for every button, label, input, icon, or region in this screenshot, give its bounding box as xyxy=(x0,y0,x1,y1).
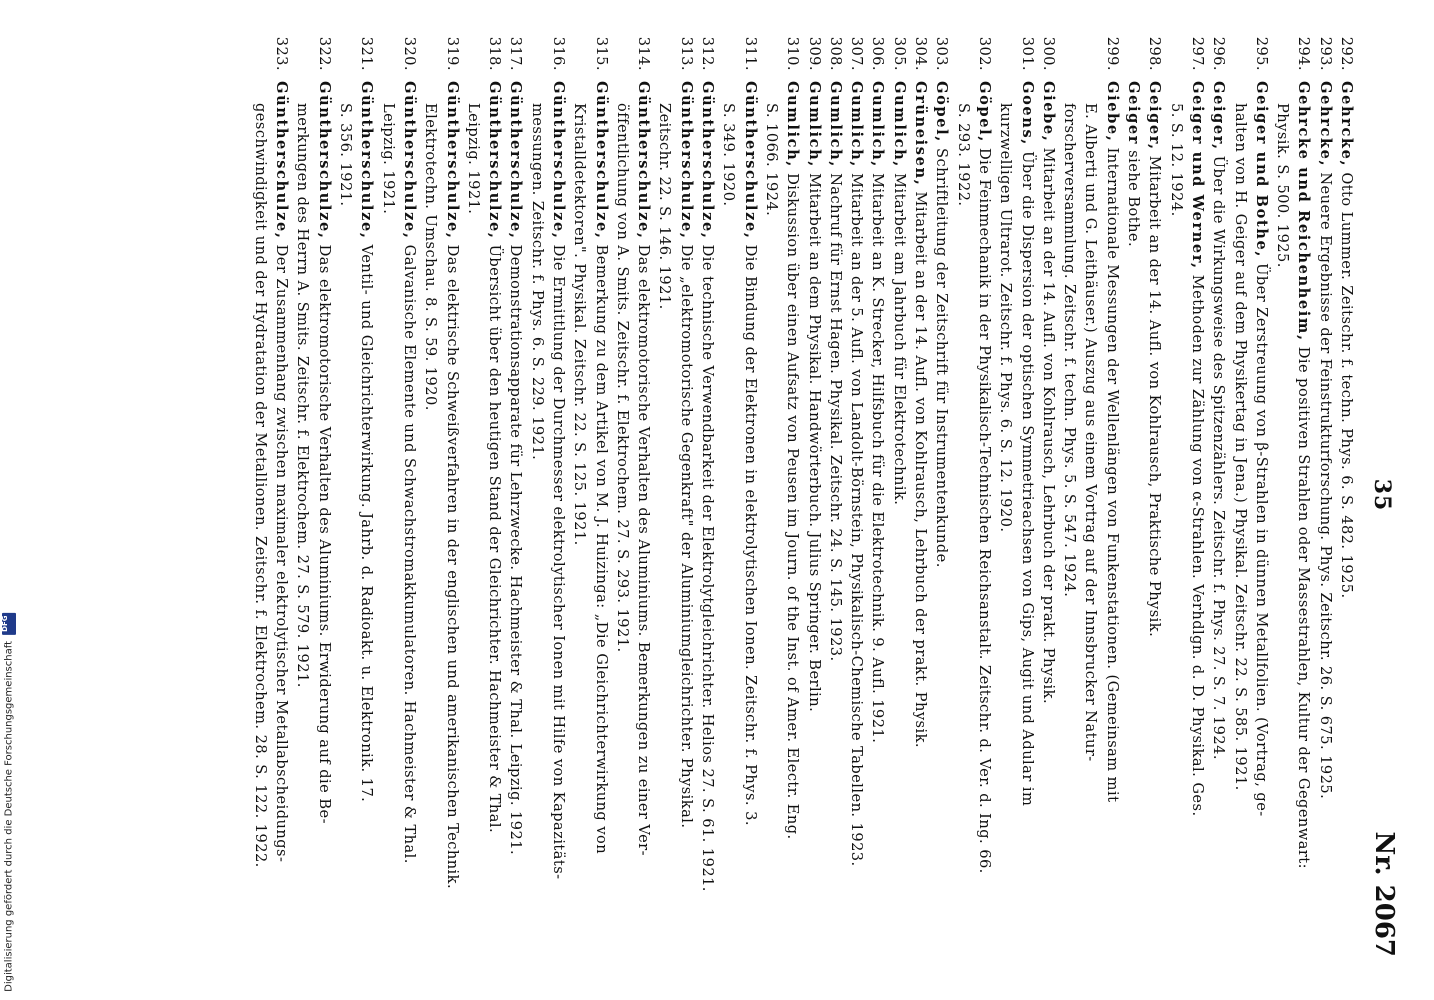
entry-author: Geiger und Bothe, xyxy=(1252,81,1270,259)
entry-author: Gumlich, xyxy=(805,81,823,168)
entry-line xyxy=(1101,81,1122,955)
entry-line xyxy=(1208,81,1229,955)
entry-line xyxy=(335,81,356,955)
entry-author: Güntherschulze, xyxy=(635,81,653,240)
entry-line xyxy=(313,81,334,955)
entry-author: Güntherschulze, xyxy=(550,81,568,240)
rotated-page xyxy=(155,25,1399,965)
bibliography-entry xyxy=(377,25,420,955)
entry-line xyxy=(718,81,739,955)
entry-line xyxy=(441,81,462,955)
entry-number: 303. xyxy=(933,36,951,71)
entry-text xyxy=(505,81,526,955)
entry-number: 315. xyxy=(592,36,610,71)
entry-line-text: E. Alberti und G. Leithäuser.) Auszug aus einem Vortrag auf der Innsbrucker Natur- xyxy=(1082,103,1100,762)
entry-number: 306. xyxy=(869,36,887,71)
entry-line-text: Nachruf für Ernst Hagen. Physikal. Zeitschr. 24. S. 145. 1923. xyxy=(826,173,844,662)
entry-text xyxy=(654,81,697,955)
entry-author: Güntherschulze, xyxy=(699,81,717,240)
entry-line xyxy=(931,81,952,955)
entry-number: 299. xyxy=(1103,36,1121,71)
entry-line xyxy=(292,81,313,955)
entry-line-text: Neuere Ergebnisse der Feinstrukturforschung. Phys. Zeitschr. 26. S. 675. 1925. xyxy=(1316,172,1334,800)
entry-author: Güntherschulze, xyxy=(486,81,504,240)
bibliography-entry xyxy=(1208,25,1229,955)
entry-line xyxy=(1016,81,1037,955)
entry-number: 318. xyxy=(486,36,504,71)
entry-line-text: Galvanische Elemente und Schwachstromakkumulatoren. Hachmeister & Thal. xyxy=(400,244,418,864)
bibliography-entry xyxy=(1272,25,1315,955)
entry-line xyxy=(250,81,271,955)
entry-line-text: Mitarbeit an der 14. Aufl. von Kohlrausch, Lehrbuch der prakt. Physik. xyxy=(1039,147,1057,705)
entry-line-text: Diskussion über einen Aufsatz von Peusen im Journ. of the Inst. of Amer. Electr. Eng. xyxy=(784,173,802,840)
bibliography-list xyxy=(250,25,1357,955)
entry-line xyxy=(867,81,888,955)
entry-text xyxy=(846,81,867,955)
entry-line xyxy=(782,81,803,955)
entry-line xyxy=(377,81,398,955)
entry-line-text: Die Ermittlung der Durchmesser elektrolytischer Ionen mit Hilfe von Kapazitäts- xyxy=(550,244,568,880)
entry-number: 312. xyxy=(699,36,717,71)
entry-text xyxy=(1144,81,1165,955)
entry-line-text: Über die Dispersion der optischen Symmetrieachsen von Gips, Augit und Adular im xyxy=(1018,151,1036,807)
bibliography-entry xyxy=(910,25,931,955)
bibliography-entry xyxy=(1144,25,1165,955)
entry-line-text: Mitarbeit am Jahrbuch für Elektrotechnik. xyxy=(890,173,908,506)
entry-line xyxy=(1144,81,1165,955)
entry-line-text: Mitarbeit an der 5. Aufl. von Landolt-Börnstein, Physikalisch-Chemische Tabellen. 1923. xyxy=(848,173,866,867)
entry-text xyxy=(718,81,761,955)
entry-author: Geiger xyxy=(1125,81,1143,146)
entry-text xyxy=(377,81,420,955)
bibliography-entry xyxy=(1059,25,1123,955)
entry-line-text: Über Zerstreuung von β-Strahlen in dünnen Metallfolien. (Vortrag, ge- xyxy=(1252,263,1270,817)
entry-number: 323. xyxy=(273,36,291,71)
entry-text xyxy=(1123,81,1144,955)
entry-line xyxy=(803,81,824,955)
entry-line xyxy=(356,81,377,955)
entry-line xyxy=(484,81,505,955)
entry-text xyxy=(569,81,612,955)
entry-line-text: merkungen des Herrn A. Smits. Zeitschr. f. Elektrochem. 27. S. 579. 1921. xyxy=(294,103,312,688)
entry-number: 321. xyxy=(358,36,376,71)
entry-line-text: Mitarbeit an der 14. Aufl. von Kohlrausch, Lehrbuch der prakt. Physik. xyxy=(912,191,930,748)
bibliography-entry xyxy=(335,25,378,955)
bibliography-entry xyxy=(1123,25,1144,955)
entry-line xyxy=(739,81,760,955)
entry-line-text: messungen. Zeitschr. f. Phys. 6. S. 229. 1921. xyxy=(528,103,546,461)
entry-line xyxy=(1293,81,1314,955)
entry-line xyxy=(1187,81,1208,955)
entry-line xyxy=(654,81,675,955)
entry-line xyxy=(1123,81,1144,955)
entry-line xyxy=(463,81,484,955)
entry-text xyxy=(335,81,378,955)
entry-line xyxy=(548,81,569,955)
bibliography-entry xyxy=(1314,25,1335,955)
entry-line-text: Die positiven Strahlen oder Massestrahlen, Kultur der Gegenwart: xyxy=(1295,346,1313,869)
entry-text xyxy=(1229,81,1272,955)
entry-line-text: Demonstrationsapparate für Lehrzwecke. Hachmeister & Thal. Leipzig. 1921. xyxy=(507,244,525,856)
entry-line-text: Die Feinmechanik in der Physikalisch-Technischen Reichsanstalt. Zeitschr. d. Ver. d. Ing. 66. xyxy=(975,148,993,874)
entry-line-text: Leipzig. 1921. xyxy=(379,103,397,215)
bibliography-entry xyxy=(867,25,888,955)
entry-text xyxy=(463,81,506,955)
entry-author: Güntherschulze, xyxy=(507,81,525,240)
entry-line xyxy=(910,81,931,955)
bibliography-entry xyxy=(697,25,718,955)
entry-number: 301. xyxy=(1018,36,1036,71)
entry-line-text: Elektrotechn. Umschau. 8. S. 59. 1920. xyxy=(422,103,440,411)
entry-line-text: 5. S. 12. 1924. xyxy=(1167,103,1185,217)
entry-number: 300. xyxy=(1039,36,1057,71)
bibliography-entry xyxy=(420,25,463,955)
bibliography-entry xyxy=(526,25,569,955)
entry-text xyxy=(931,81,952,955)
entry-line-text: Die Bindung der Elektronen in elektrolytischen Ionen. Zeitschr. f. Phys. 3. xyxy=(741,244,759,826)
entry-author: Güntherschulze, xyxy=(741,81,759,240)
entry-line-text: Ventil- und Gleichrichterwirkung. Jahrb. d. Radioakt. u. Elektronik. 17. xyxy=(358,244,376,803)
entry-author: Güntherschulze, xyxy=(677,81,695,240)
entry-number: 295. xyxy=(1252,36,1270,71)
bibliography-entry xyxy=(846,25,867,955)
entry-line xyxy=(590,81,611,955)
entry-author: Gumlich, xyxy=(848,81,866,168)
entry-line-text: Zeitschr. 22. S. 146. 1921. xyxy=(656,103,674,310)
entry-line xyxy=(1080,81,1101,955)
entry-line-text: öffentlichung von A. Smits. Zeitschr. f. Elektrochem. 27. S. 293. 1921. xyxy=(613,103,631,653)
entry-text xyxy=(292,81,335,955)
entry-text xyxy=(1038,81,1059,955)
entry-text xyxy=(250,81,293,955)
bibliography-entry xyxy=(1229,25,1272,955)
entry-text xyxy=(612,81,655,955)
entry-line xyxy=(952,81,973,955)
bibliography-entry xyxy=(569,25,612,955)
entry-line xyxy=(1038,81,1059,955)
entry-line xyxy=(974,81,995,955)
entry-line-text: Übersicht über den heutigen Stand der Gleichrichter. Hachmeister & Thal. xyxy=(486,244,504,834)
entry-line-text: Der Zusammenhang zwischen maximaler elektrolytischer Metallabscheidungs- xyxy=(273,244,291,863)
entry-line-text: Mitarbeit an der 14. Aufl. von Kohlrausch, Praktische Physik. xyxy=(1146,155,1164,638)
entry-line-text: kurzwelligen Ultrarot. Zeitschr. f. Phys. 6. S. 12. 1920. xyxy=(997,103,1015,533)
entry-author: Güntherschulze, xyxy=(443,81,461,240)
entry-line xyxy=(420,81,441,955)
entry-text xyxy=(825,81,846,955)
bibliography-entry xyxy=(888,25,909,955)
entry-line-text: Mitarbeit an dem Physikal. Handwörterbuch. Julius Springer. Berlin. xyxy=(805,173,823,713)
bibliography-entry xyxy=(612,25,655,955)
entry-author: Güntherschulze, xyxy=(592,81,610,240)
entry-number xyxy=(1123,25,1144,81)
entry-number: 305. xyxy=(890,36,908,71)
entry-text xyxy=(1336,81,1357,955)
entry-number: 309. xyxy=(805,36,823,71)
entry-line-text: Internationale Messungen der Wellenlängen von Funkenstationen. (Gemeinsam mit xyxy=(1103,147,1121,803)
entry-number: 296. xyxy=(1210,36,1228,71)
entry-number: 293. xyxy=(1316,36,1334,71)
dfg-footer xyxy=(2,613,16,992)
entry-text xyxy=(1059,81,1123,955)
bibliography-entry xyxy=(761,25,804,955)
entry-line xyxy=(1336,81,1357,955)
entry-line-text: S. 356. 1921. xyxy=(337,103,355,207)
bibliography-entry xyxy=(250,25,293,955)
entry-author: Goens, xyxy=(1018,81,1036,146)
entry-line xyxy=(888,81,909,955)
entry-author: Gehrcke und Reichenheim, xyxy=(1295,81,1313,342)
entry-text xyxy=(1314,81,1335,955)
entry-line-text: S. 1066. 1924. xyxy=(762,103,780,217)
entry-line xyxy=(995,81,1016,955)
dfg-footer-text: Digitalisierung gefördert durch die Deutsche Forschungsgemeinschaft xyxy=(3,641,15,992)
bibliography-entry xyxy=(654,25,697,955)
entry-line xyxy=(846,81,867,955)
bibliography-entry xyxy=(463,25,506,955)
bibliography-entry xyxy=(292,25,335,955)
entry-number: 314. xyxy=(635,36,653,71)
entry-line-text: Physik. S. 500. 1925. xyxy=(1274,103,1292,268)
entry-line-text: S. 293. 1922. xyxy=(954,103,972,207)
document-page xyxy=(155,25,1399,965)
entry-number: 302. xyxy=(975,36,993,71)
bibliography-entry xyxy=(825,25,846,955)
entry-line-text: Bemerkung zu dem Artikel von M. J. Huizinga: „Die Gleichrichterwirkung von xyxy=(592,244,610,855)
entry-line xyxy=(676,81,697,955)
entry-text xyxy=(910,81,931,955)
entry-line xyxy=(1272,81,1293,955)
bibliography-entry xyxy=(995,25,1038,955)
entry-line xyxy=(1314,81,1335,955)
entry-line xyxy=(633,81,654,955)
entry-line-text: Das elektrische Schweißverfahren in der englischen und amerikanischen Technik. xyxy=(443,244,461,890)
entry-line xyxy=(569,81,590,955)
entry-line-text: geschwindigkeit und der Hydratation der Metallionen. Zeitschr. f. Elektrochem. 28. S. 122. 1922. xyxy=(251,103,269,868)
entry-author: Güntherschulze, xyxy=(315,81,333,240)
entry-line-text: Leipzig. 1921. xyxy=(464,103,482,215)
bibliography-entry xyxy=(803,25,824,955)
issue-number: Nr. 2067 xyxy=(1369,831,1399,957)
entry-line-text: Über die Wirkungsweise des Spitzenzählers. Zeitschr. f. Phys. 27. S. 7. 1924. xyxy=(1210,155,1228,760)
entry-author: Gumlich, xyxy=(890,81,908,168)
entry-text xyxy=(1208,81,1229,955)
entry-line-text: Otto Lummer. Zeitschr. f. techn. Phys. 6. S. 482. 1925. xyxy=(1338,172,1355,599)
entry-number: 307. xyxy=(848,36,866,71)
entry-line xyxy=(1059,81,1080,955)
entry-line-text: Die „elektromotorische Gegenkraft" der Aluminiumgleichrichter. Physikal. xyxy=(677,244,695,829)
entry-line xyxy=(1165,81,1186,955)
entry-line xyxy=(761,81,782,955)
entry-author: Güntherschulze, xyxy=(358,81,376,240)
entry-number: 292. xyxy=(1338,36,1355,71)
entry-number: 313. xyxy=(677,36,695,71)
entry-line xyxy=(526,81,547,955)
entry-number: 316. xyxy=(550,36,568,71)
entry-text xyxy=(803,81,824,955)
dfg-logo-icon: DFG xyxy=(2,613,16,635)
entry-line-text: halten von H. Geiger auf dem Physikertag in Jena.) Physikal. Zeitschr. 22. S. 585. 1921. xyxy=(1231,103,1249,791)
entry-number: 319. xyxy=(443,36,461,71)
entry-author: Geiger, xyxy=(1146,81,1164,151)
entry-line xyxy=(271,81,292,955)
entry-line-text: Das elektromotorische Verhalten des Aluminiums. Erwiderung auf die Be- xyxy=(315,244,333,824)
entry-line xyxy=(825,81,846,955)
page-number: 35 xyxy=(1369,478,1395,512)
entry-line xyxy=(697,81,718,955)
entry-author: Gumlich, xyxy=(869,81,887,168)
bibliography-entry xyxy=(718,25,761,955)
bibliography-entry xyxy=(1038,25,1059,955)
bibliography-entry xyxy=(952,25,995,955)
bibliography-entry xyxy=(931,25,952,955)
entry-number: 308. xyxy=(826,36,844,71)
entry-author: Gehrcke, xyxy=(1316,81,1334,168)
entry-number: 304. xyxy=(912,36,930,71)
entry-number: 311. xyxy=(741,36,759,71)
entry-text xyxy=(867,81,888,955)
entry-author: Gehrcke, xyxy=(1338,81,1355,168)
entry-line-text: Die technische Verwendbarkeit der Elektrolytgleichrichter. Helios 27. S. 61. 1921. xyxy=(699,244,717,892)
entry-line-text: Das elektromotorische Verhalten des Aluminiums. Bemerkungen zu einer Ver- xyxy=(635,244,653,856)
entry-author: Giebe, xyxy=(1039,81,1057,143)
bibliography-entry xyxy=(1336,25,1357,955)
entry-number: 320. xyxy=(400,36,418,71)
entry-line-text: Kristalldetektoren". Physikal. Zeitschr. 22. S. 125. 1921. xyxy=(571,103,589,546)
entry-author: Göpel, xyxy=(975,81,993,143)
entry-line xyxy=(612,81,633,955)
entry-number: 294. xyxy=(1295,36,1313,71)
entry-line xyxy=(505,81,526,955)
entry-number: 310. xyxy=(784,36,802,71)
entry-author: Giebe, xyxy=(1103,81,1121,143)
entry-author: Güntherschulze, xyxy=(273,81,291,240)
entry-text xyxy=(888,81,909,955)
entry-author: Geiger, xyxy=(1210,81,1228,151)
entry-author: Gumlich, xyxy=(826,81,844,168)
entry-line-text: Mitarbeit an K. Strecker, Hilfsbuch für die Elektrotechnik. 9. Aufl. 1921. xyxy=(869,173,887,744)
entry-line-text: siehe Bothe. xyxy=(1125,150,1143,248)
entry-author: Gumlich, xyxy=(784,81,802,168)
entry-text xyxy=(420,81,463,955)
entry-author: Güntherschulze, xyxy=(400,81,418,240)
entry-line-text: Methoden zur Zählung von α-Strahlen. Verhdlgn. d. D. Physikal. Ges. xyxy=(1188,274,1206,817)
entry-author: Geiger und Werner, xyxy=(1188,81,1206,270)
entry-line xyxy=(399,81,420,955)
entry-text xyxy=(1272,81,1315,955)
entry-author: Grüneisen, xyxy=(912,81,930,187)
entry-text xyxy=(995,81,1038,955)
entry-number: 317. xyxy=(507,36,525,71)
entry-line-text: Schriftleitung der Zeitschrift für Instrumentenkunde. xyxy=(933,148,951,568)
entry-number: 298. xyxy=(1146,36,1164,71)
entry-line xyxy=(1251,81,1272,955)
entry-text xyxy=(526,81,569,955)
bibliography-entry xyxy=(1165,25,1208,955)
entry-number: 297. xyxy=(1188,36,1206,71)
entry-number: 322. xyxy=(315,36,333,71)
entry-text xyxy=(697,81,718,955)
entry-text xyxy=(1165,81,1208,955)
entry-line xyxy=(1229,81,1250,955)
bibliography-entry xyxy=(505,25,526,955)
entry-text xyxy=(761,81,804,955)
entry-line-text: S. 349. 1920. xyxy=(720,103,738,207)
entry-text xyxy=(952,81,995,955)
entry-author: Göpel, xyxy=(933,81,951,143)
entry-line-text: forscherversammlung. Zeitschr. f. techn. Phys. 5. S. 547. 1924. xyxy=(1061,103,1079,598)
